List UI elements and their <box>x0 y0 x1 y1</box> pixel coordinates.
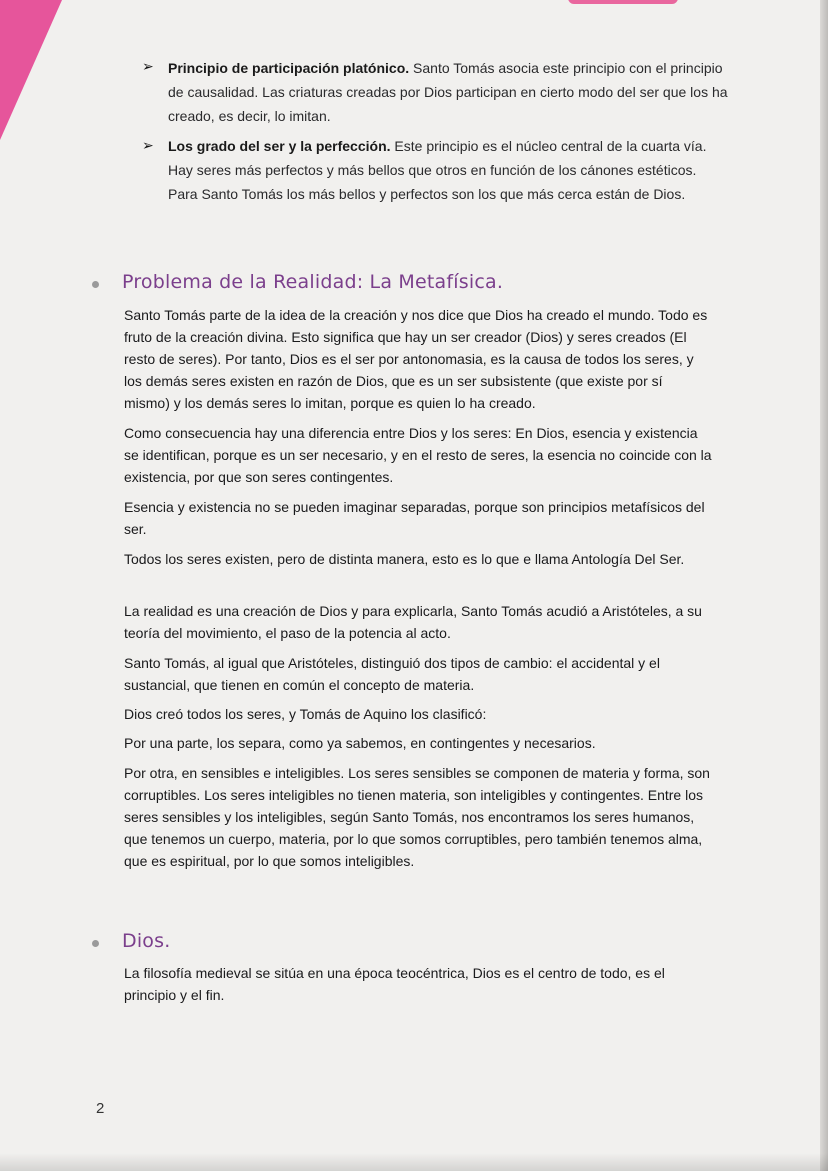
arrow-bullet-icon: ➢ <box>142 58 154 74</box>
pink-top-decoration <box>568 0 678 4</box>
paragraph: Por una parte, los separa, como ya sabemos, en contingentes y necesarios. <box>124 735 596 751</box>
principle-item <box>168 56 728 128</box>
section-title-realidad: Problema de la Realidad: La Metafísica. <box>122 271 504 293</box>
section-bullet-icon <box>92 940 99 947</box>
paragraph: Santo Tomás parte de la idea de la creación y nos dice que Dios ha creado el mundo. Todo es fruto de la creación divina. Esto significa que hay un ser creador (Dios) y seres creados (El resto de seres). Por tanto, Dios es el ser por antonomasia, es la causa de todos los seres, y los demás seres existen en razón de Dios, que es un ser subsistente (que existe por sí mismo) y los demás seres lo imitan, porque es quien lo ha creado. <box>124 307 708 411</box>
paragraph: Esencia y existencia no se pueden imaginar separadas, porque son principios metafísicos del ser. <box>124 499 705 537</box>
page-shadow <box>0 1153 828 1171</box>
paragraph: Todos los seres existen, pero de distinta manera, esto es lo que e llama Antología Del Ser. <box>124 551 685 567</box>
paragraph: Santo Tomás, al igual que Aristóteles, distinguió dos tipos de cambio: el accidental y el sustancial, que tienen en común el concepto de materia. <box>124 655 660 693</box>
principle-title: Principio de participación platónico. <box>168 60 410 76</box>
paragraph: La realidad es una creación de Dios y para explicarla, Santo Tomás acudió a Aristóteles, a su teoría del movimiento, el paso de la potencia al acto. <box>124 603 702 641</box>
paragraph: Como consecuencia hay una diferencia entre Dios y los seres: En Dios, esencia y existencia se identifican, porque es un ser necesario, y en el resto de seres, la esencia no coincide con la existencia, por que son seres contingentes. <box>124 425 712 485</box>
paragraph: La filosofía medieval se sitúa en una época teocéntrica, Dios es el centro de todo, es el principio y el fin. <box>124 965 665 1003</box>
page-number: 2 <box>96 1100 105 1117</box>
section-bullet-icon <box>92 281 99 288</box>
principle-item <box>168 134 728 206</box>
arrow-bullet-icon: ➢ <box>142 137 154 153</box>
paragraph: Dios creó todos los seres, y Tomás de Aquino los clasificó: <box>124 706 487 722</box>
principle-text: Este principio es el núcleo central de la cuarta vía. Hay seres más perfectos y más bellos que otros en función de los cánones estéticos. Para Santo Tomás los más bellos y perfectos son los que más cerca están de Dios. <box>168 138 707 202</box>
principle-text: Santo Tomás asocia este principio con el principio de causalidad. Las criaturas creadas por Dios participan en cierto modo del ser que los ha creado, es decir, lo imitan. <box>168 60 728 124</box>
section-title-dios: Dios. <box>122 930 171 952</box>
pink-corner-decoration <box>0 0 62 140</box>
page-edge <box>820 0 828 1171</box>
paragraph: Por otra, en sensibles e inteligibles. Los seres sensibles se componen de materia y forma, son corruptibles. Los seres inteligibles no tienen materia, son inteligibles y contingentes. Entre los seres sensibles y los inteligibles, según Santo Tomás, nos encontramos los seres humanos, que tenemos un cuerpo, materia, por lo que somos corruptibles, pero también tenemos alma, que es espiritual, por lo que somos inteligibles. <box>124 765 710 869</box>
principle-title: Los grado del ser y la perfección. <box>168 138 391 154</box>
